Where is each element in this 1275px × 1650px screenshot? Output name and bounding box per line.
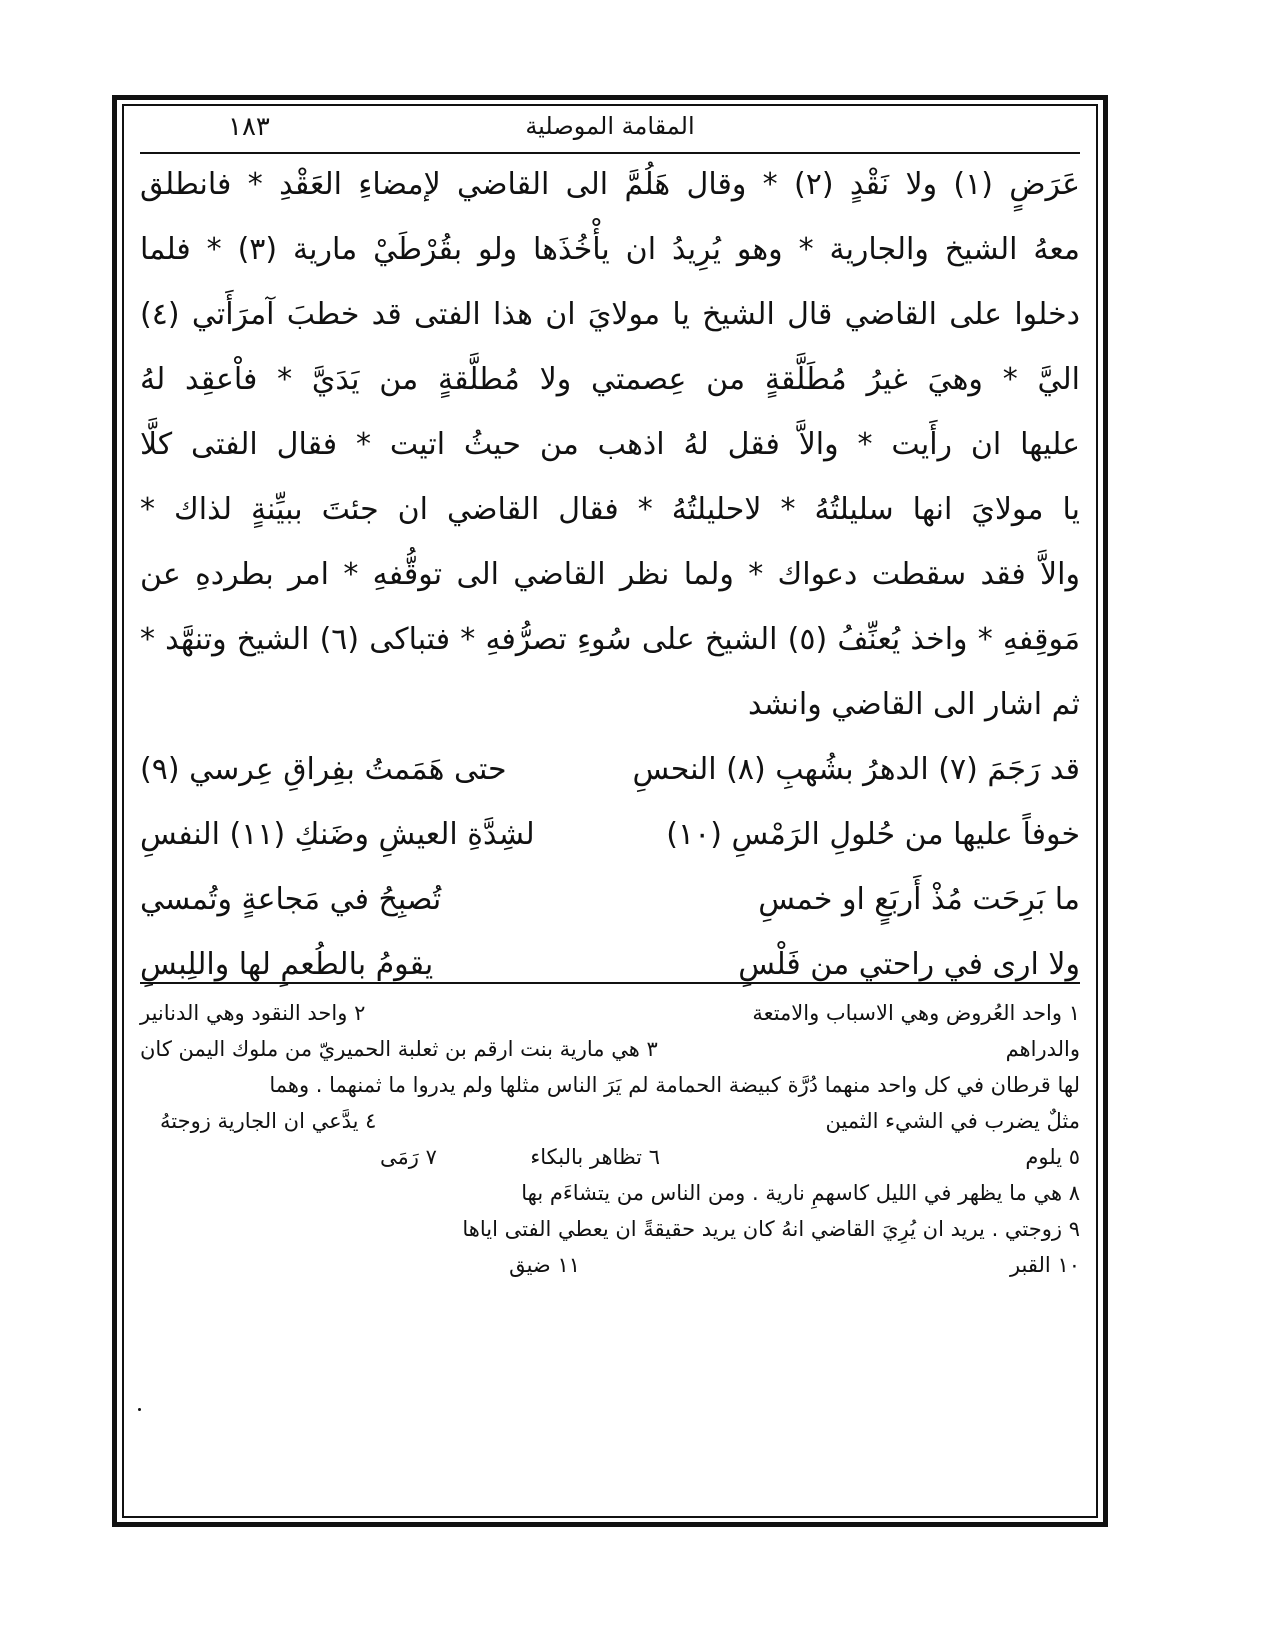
verse-hemistich-left: لشِدَّةِ العيشِ وضَنكِ (١١) النفسِ: [140, 817, 535, 852]
footnote-row: [140, 1103, 1080, 1139]
footnote-row: [140, 1031, 1080, 1067]
footnote: ١٠ القبر: [1009, 1253, 1080, 1277]
text-line: عليها ان رأَيت * والاَّ فقل لهُ اذهب من حيثُ اتيت * فقال الفتى كلَّا: [140, 427, 1080, 462]
page-title: المقامة الموصلية: [525, 112, 695, 140]
verse-line: [140, 737, 1080, 802]
footnote-row: [140, 1211, 1080, 1247]
text-line: اليَّ * وهيَ غيرُ مُطَلَّقةٍ من عِصمتي ولا مُطلَّقةٍ من يَدَيَّ * فاْعقِد لهُ: [140, 362, 1080, 397]
footnote: والدراهم: [1005, 1037, 1080, 1061]
footnote-row: [140, 1139, 1080, 1175]
footnote: ١١ ضيق: [509, 1253, 580, 1277]
footnote: ٨ هي ما يظهر في الليل كاسهمِ نارية . ومن الناس من يتشاءَم بها: [521, 1181, 1080, 1205]
text-line: معهُ الشيخ والجارية * وهو يُرِيدُ ان يأْخُذَها ولو بقُرْطَيْ مارية (٣) * فلما: [140, 232, 1080, 267]
footnote-row: [140, 1175, 1080, 1211]
verse-hemistich-left: يقومُ بالطُعمِ لها واللِبسِ: [140, 947, 434, 982]
text-line: والاَّ فقد سقطت دعواك * ولما نظر القاضي الى توقُّفهِ * امر بطردهِ عن: [140, 557, 1080, 592]
verse-hemistich-right: خوفاً عليها من حُلولِ الرَمْسِ (١٠): [666, 817, 1080, 852]
text-line: مَوقِفهِ * واخذ يُعنِّفُ (٥) الشيخ على سُوءِ تصرُّفهِ * فتباكى (٦) الشيخ وتنهَّد *: [140, 622, 1080, 657]
footnote: ٩ زوجتي . يريد ان يُرِيَ القاضي انهُ كان يريد حقيقةً ان يعطي الفتى اياها: [462, 1217, 1080, 1241]
footnote-row: [140, 995, 1080, 1031]
footnote: ٧ رَمَى: [380, 1145, 437, 1169]
text-line: ثم اشار الى القاضي وانشد: [748, 687, 1080, 722]
verse-line: [140, 802, 1080, 867]
footnote: ٣ هي مارية بنت ارقم بن ثعلبة الحميريّ من ملوك اليمن كان: [140, 1037, 658, 1061]
verse-hemistich-right: ولا ارى في راحتي من فَلْسِ: [738, 947, 1080, 982]
footnote: ٦ تظاهر بالبكاء: [530, 1145, 660, 1169]
footnote: ٢ واحد النقود وهي الدنانير: [140, 1001, 366, 1025]
footnotes: [140, 995, 1080, 1283]
stray-mark: [138, 1408, 141, 1411]
verse-hemistich-right: ما بَرِحَت مُذْ أَربَعٍ او خمسِ: [758, 882, 1080, 917]
footnote: ٤ يدَّعي ان الجارية زوجتهُ: [160, 1109, 377, 1133]
verse-line: [140, 867, 1080, 932]
text-line: دخلوا على القاضي قال الشيخ يا مولايَ ان هذا الفتى قد خطبَ آمرَأَتي (٤): [140, 297, 1080, 332]
page-header: [150, 112, 1070, 148]
footnote-row: [140, 1247, 1080, 1283]
footnote: ١ واحد العُروض وهي الاسباب والامتعة: [752, 1001, 1080, 1025]
footnote: مثلٌ يضرب في الشيء الثمين: [825, 1109, 1080, 1133]
text-line: يا مولايَ انها سليلتُهُ * لاحليلتُهُ * فقال القاضي ان جئتَ ببيِّنةٍ لذاك *: [140, 492, 1080, 527]
verse-hemistich-right: قد رَجَمَ (٧) الدهرُ بشُهبِ (٨) النحسِ: [632, 752, 1080, 787]
footnote: لها قرطان في كل واحد منهما دُرَّة كبيضة الحمامة لم يَرَ الناس مثلها ولم يدروا ما ثمنهما . وهما: [269, 1073, 1080, 1097]
main-text: [140, 152, 1080, 997]
verse-line: [140, 932, 1080, 997]
footnote-row: [140, 1067, 1080, 1103]
page-number: ١٨٣: [228, 112, 270, 142]
footnote-rule: [140, 982, 1080, 984]
footnote: ٥ يلوم: [1025, 1145, 1080, 1169]
verse-hemistich-left: تُصبِحُ في مَجاعةٍ وتُمسي: [140, 882, 442, 917]
verse-hemistich-left: حتى هَمَمتُ بفِراقِ عِرسي (٩): [140, 752, 507, 787]
text-line: عَرَضٍ (١) ولا نَقْدٍ (٢) * وقال هَلُمَّ الى القاضي لإمضاءِ العَقْدِ * فانطلق: [140, 167, 1080, 202]
